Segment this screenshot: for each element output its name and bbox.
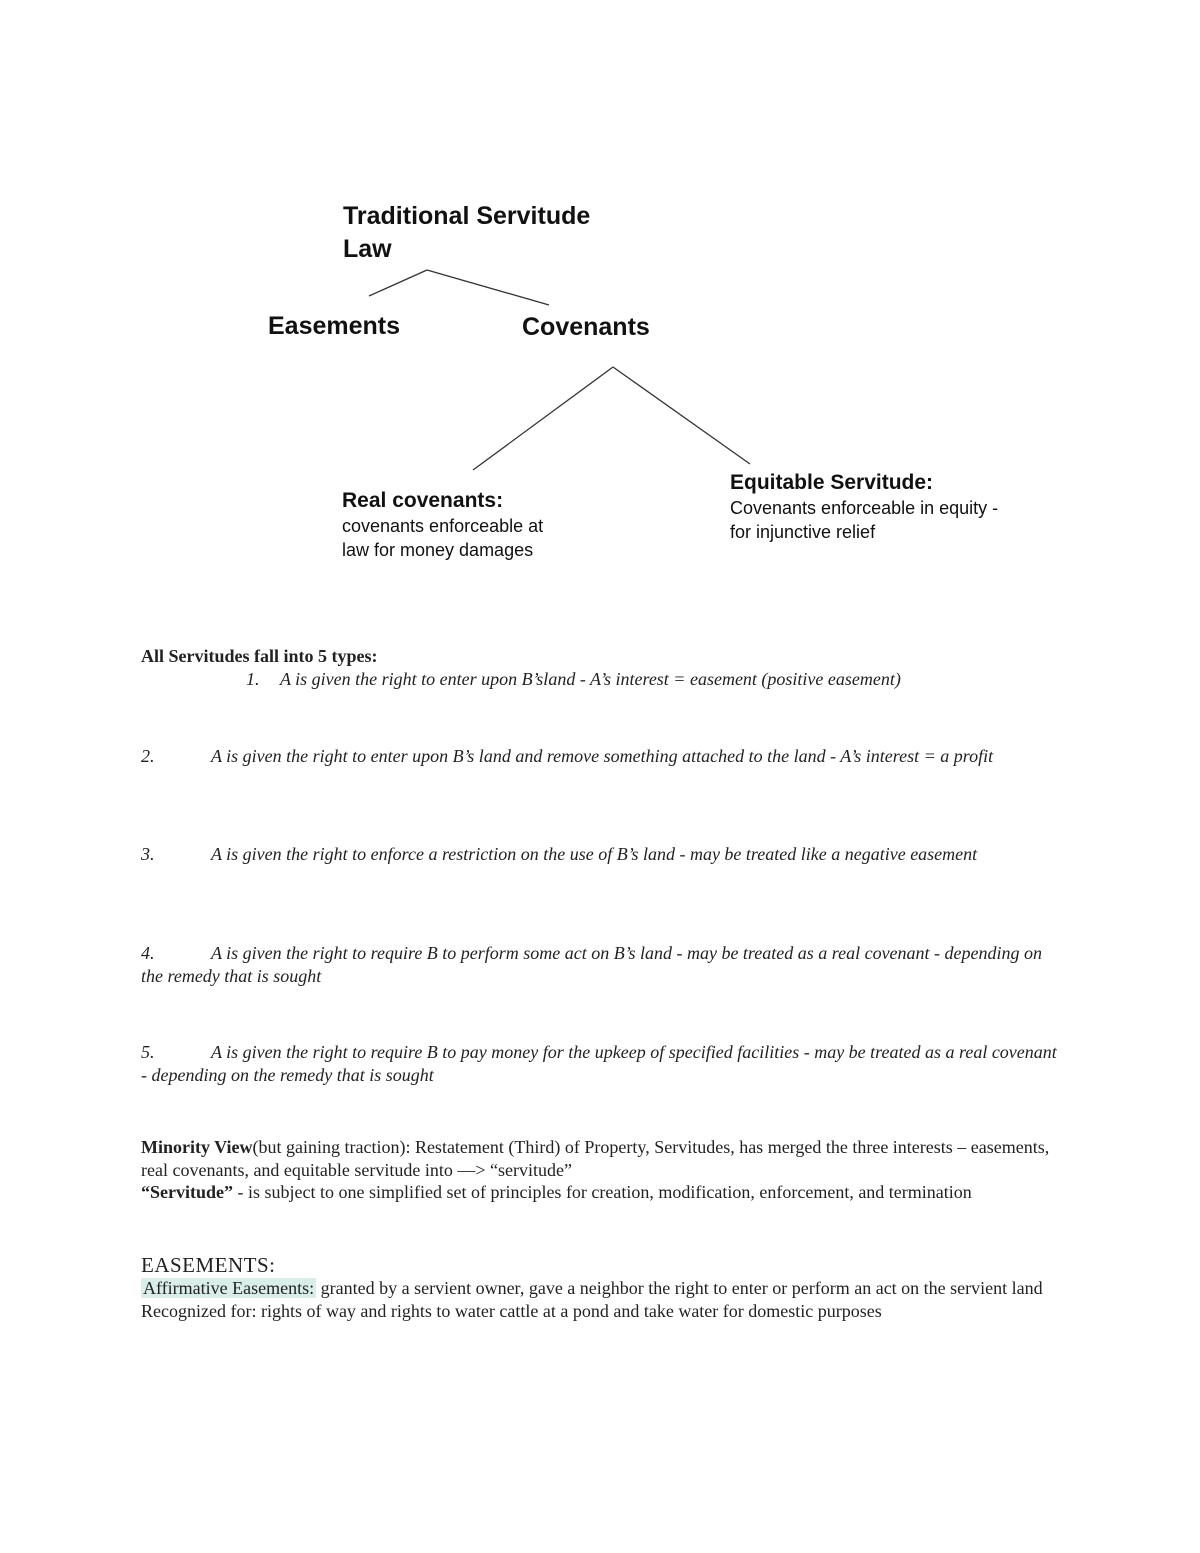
affirmative-easements-paragraph [141,1277,1061,1300]
servitude-paragraph [141,1181,1061,1204]
connector-root-easements [369,270,427,296]
list-item-text: A is given the right to require B to pay money for the upkeep of specified facilities - may be treated as a real covenant - depending on the remedy that is sought [141,1042,1057,1085]
list-item-number: 3. [141,844,155,864]
types-heading: All Servitudes fall into 5 types: [141,646,378,666]
connector-covenants-real [473,367,613,470]
list-item-number: 1. [246,669,260,689]
diagram-real-covenants [342,488,572,562]
affirmative-easements-label: Affirmative Easements: [143,1278,315,1298]
minority-view-paragraph [141,1136,1061,1181]
list-item [141,843,1061,866]
list-item-number: 5. [141,1042,155,1062]
diagram-easements-label: Easements [268,312,401,340]
connector-root-covenants [427,270,549,305]
diagram-equitable-servitude [730,470,1010,544]
minority-view-label: Minority View [141,1137,253,1157]
affirmative-easements-text: granted by a servient owner, gave a neighbor the right to enter or perform an act on the servient land [316,1278,1043,1298]
list-item [141,1041,1061,1086]
minority-view-section [141,1136,1061,1204]
list-item-text: A is given the right to enter upon B’s land and remove something attached to the land - A’s interest = a profit [211,746,994,766]
easements-section [141,1253,1061,1322]
list-item-text: A is given the right to require B to perform some act on B’s land - may be treated as a real covenant - depending on the remedy that is sought [141,943,1043,986]
list-item [141,668,1061,691]
real-covenants-title: Real covenants: [342,489,504,512]
connector-covenants-equitable [613,367,750,464]
list-item-text: A is given the right to enter upon B’sland - A’s interest = easement (positive easement) [280,669,901,689]
equitable-title: Equitable Servitude: [730,471,934,494]
minority-view-text: (but gaining traction): Restatement (Third) of Property, Servitudes, has merged the three interests – easements, real covenants, and equitable servitude into —> “servitude” [141,1137,1050,1180]
list-item-number: 2. [141,746,155,766]
easements-heading: EASEMENTS: [141,1253,276,1277]
servitude-label: “Servitude” [141,1182,233,1202]
servitude-diagram [0,0,1200,620]
list-item-text: A is given the right to enforce a restriction on the use of B’s land - may be treated like a negative easement [211,844,978,864]
real-covenants-desc: covenants enforceable at law for money damages [342,516,544,560]
list-item [141,745,1061,768]
servitude-text: - is subject to one simplified set of principles for creation, modification, enforcement, and termination [233,1182,972,1202]
diagram-connectors [0,0,1200,620]
recognized-for-paragraph: Recognized for: rights of way and rights to water cattle at a pond and take water for domestic purposes [141,1300,882,1321]
diagram-covenants-label: Covenants [522,313,650,341]
diagram-root-label: Traditional Servitude Law [343,202,591,263]
list-item-number: 4. [141,943,155,963]
equitable-desc: Covenants enforceable in equity - for injunctive relief [730,498,999,542]
list-item [141,942,1061,987]
